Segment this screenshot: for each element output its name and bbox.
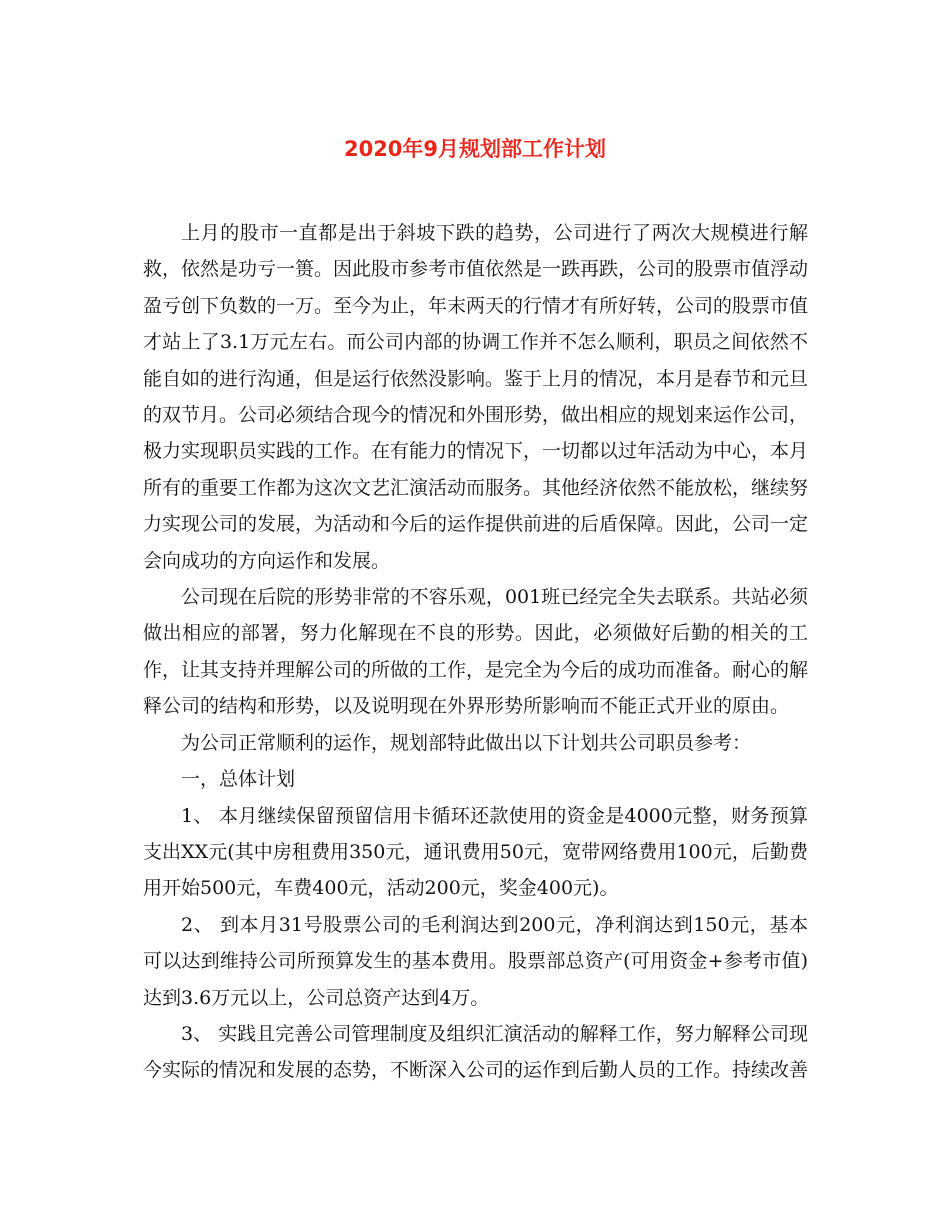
document-body	[143, 215, 808, 1089]
plan-item-1: 1、 本月继续保留预留信用卡循环还款使用的资金是4000元整，财务预算支出XX元(其中房租费用350元，通讯费用50元，宽带网络费用100元，后勤费用开始500元，车费400元，活动200元，奖金400元)。	[143, 804, 808, 900]
section-heading-overall-plan: 一，总体计划	[181, 768, 296, 791]
paragraph-plan-intro: 为公司正常顺利的运作，规划部特此做出以下计划共公司职员参考：	[181, 731, 752, 754]
document-title: 2020年9月规划部工作计划	[343, 137, 607, 161]
plan-item-3: 3、 实践且完善公司管理制度及组织汇演活动的解释工作，努力解释公司现今实际的情况和发展的态势，不断深入公司的运作到后勤人员的工作。持续改善	[143, 1022, 809, 1082]
paragraph-backyard-situation: 公司现在后院的形势非常的不容乐观，001班已经完全失去联系。共站必须做出相应的部署，努力化解现在不良的形势。因此，必须做好后勤的相关的工作，让其支持并理解公司的所做的工作，是完全为今后的成功而准备。耐心的解释公司的结构和形势，以及说明现在外界形势所影响而不能正式开业的原由。	[143, 586, 809, 718]
plan-item-2: 2、 到本月31号股票公司的毛利润达到200元，净利润达到150元，基本可以达到维持公司所预算发生的基本费用。股票部总资产(可用资金+参考市值)达到3.6万元以上，公司总资产达到4万。	[143, 913, 808, 1009]
paragraph-market-review: 上月的股市一直都是出于斜坡下跌的趋势，公司进行了两次大规模进行解救，依然是功亏一篑。因此股市参考市值依然是一跌再跌，公司的股票市值浮动盈亏创下负数的一万。至今为止，年末两天的行情才有所好转，公司的股票市值才站上了3.1万元左右。而公司内部的协调工作并不怎么顺利，职员之间依然不能自如的进行沟通，但是运行依然没影响。鉴于上月的情况，本月是春节和元旦的双节月。公司必须结合现今的情况和外围形势，做出相应的规划来运作公司，极力实现职员实践的工作。在有能力的情况下，一切都以过年活动为中心，本月所有的重要工作都为这次文艺汇演活动而服务。其他经济依然不能放松，继续努力实现公司的发展，为活动和今后的运作提供前进的后盾保障。因此，公司一定会向成功的方向运作和发展。	[143, 222, 809, 572]
